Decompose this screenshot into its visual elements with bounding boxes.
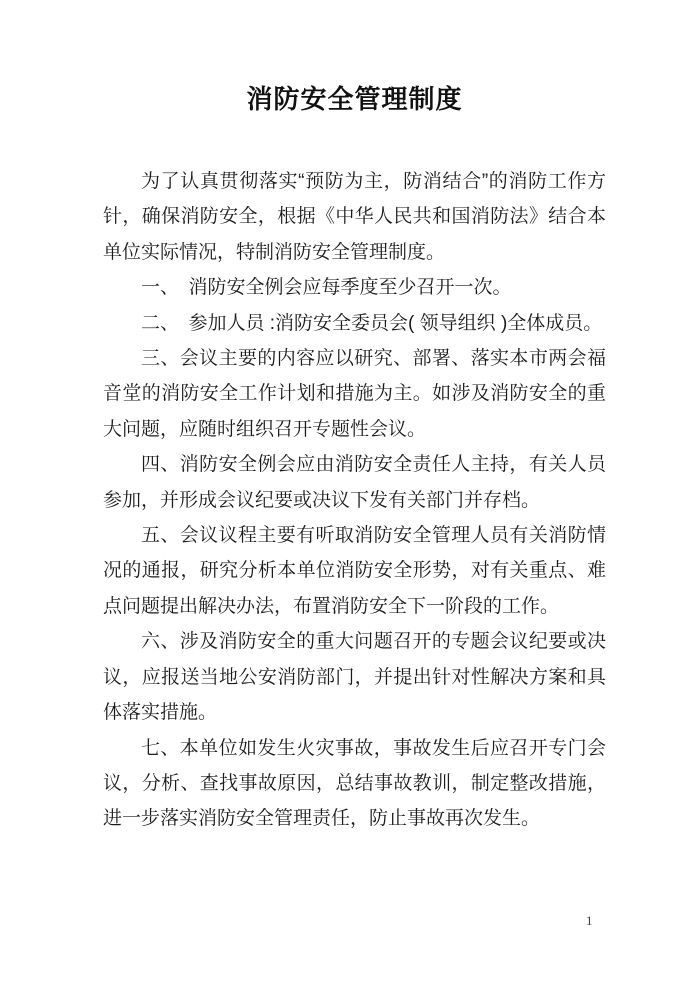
document-title: 消防安全管理制度 xyxy=(246,85,463,114)
page-number: 1 xyxy=(586,913,593,928)
item-paragraph-3: 三、会议主要的内容应以研究、部署、落实本市两会福音堂的消防安全工作计划和措施为主。如涉及消防安全的重大问题，应随时组织召开专题性会议。 xyxy=(103,348,606,440)
item-paragraph-6: 六、涉及消防安全的重大问题召开的专题会议纪要或决议，应报送当地公安消防部门，并提出针对性解决方案和具体落实措施。 xyxy=(103,631,606,724)
item-paragraph-2: 二、 参加人员 :消防安全委员会( 领导组织 )全体成员。 xyxy=(141,312,603,334)
item-paragraph-4: 四、消防安全例会应由消防安全责任人主持，有关人员参加，并形成会议纪要或决议下发有关部门并存档。 xyxy=(103,454,606,511)
item-paragraph-1: 一、 消防安全例会应每季度至少召开一次。 xyxy=(141,277,512,299)
intro-paragraph: 为了认真贯彻落实“预防为主，防消结合”的消防工作方针，确保消防安全，根据《中华人民共和国消防法》结合本单位实际情况，特制消防安全管理制度。 xyxy=(103,171,606,263)
item-paragraph-5: 五、会议议程主要有听取消防安全管理人员有关消防情况的通报，研究分析本单位消防安全形势，对有关重点、难点问题提出解决办法，布置消防安全下一阶段的工作。 xyxy=(103,525,606,617)
document-content xyxy=(103,80,606,837)
item-paragraph-7: 七、本单位如发生火灾事故，事故发生后应召开专门会议，分析、查找事故原因，总结事故教训，制定整改措施，进一步落实消防安全管理责任，防止事故再次发生。 xyxy=(103,737,606,830)
